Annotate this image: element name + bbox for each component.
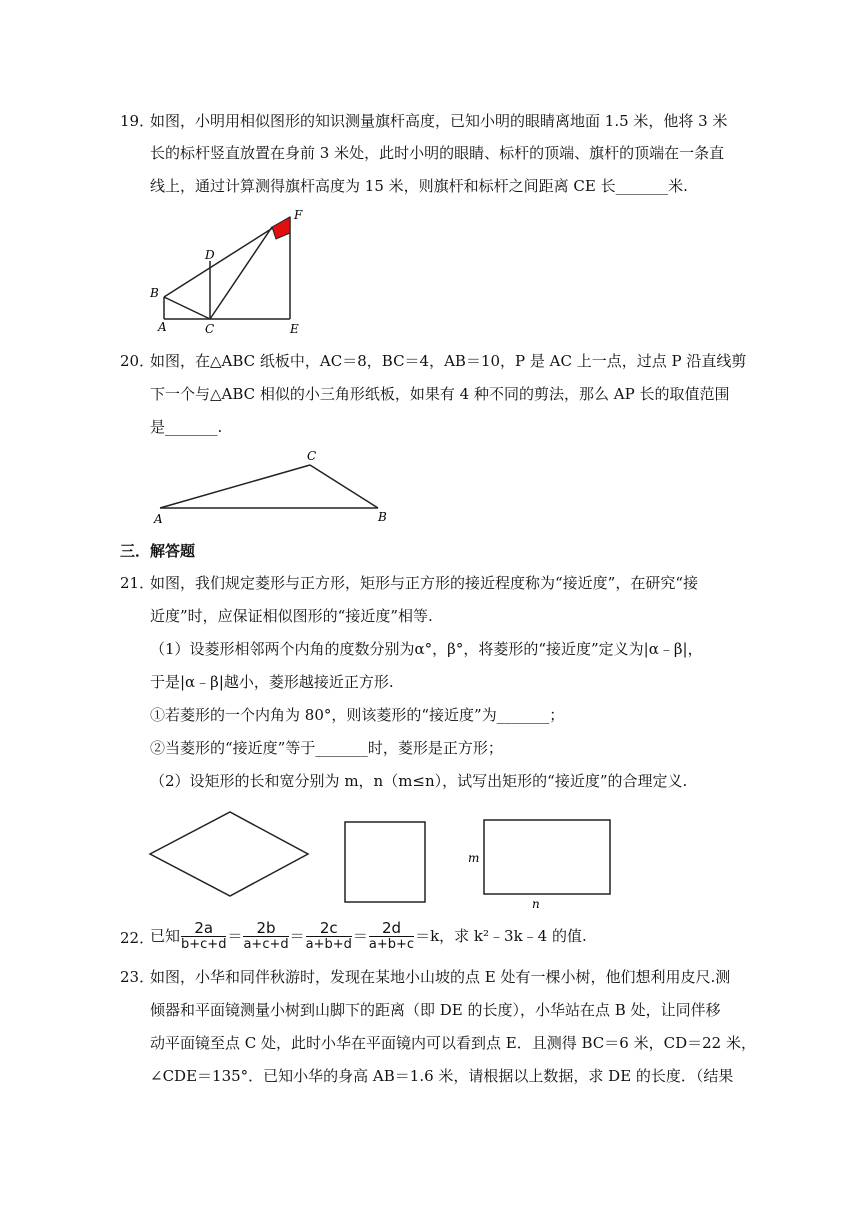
rectangle-shape [484, 820, 610, 894]
q19-line2: 长的标杆竖直放置在身前 3 米处，此时小明的眼睛、标杆的顶端、旗杆的顶端在一条直 [150, 144, 725, 162]
section-title: 三．解答题 [120, 542, 196, 560]
fraction-3: $\frac{2c}{a+b+d}$ [305, 918, 352, 952]
q21-figure [148, 810, 618, 910]
q20-line2: 下一个与△ABC 相似的小三角形纸板，如果有 4 种不同的剪法，那么 AP 长的取值范围 [150, 385, 730, 403]
label-B: B [150, 286, 159, 300]
label-D: D [205, 248, 215, 262]
label-C: C [205, 322, 215, 335]
q21-line4: 于是|α﹣β|越小，菱形越接近正方形. [150, 673, 394, 691]
equals-sign: ＝ [289, 927, 305, 945]
q21-line1: 如图，我们规定菱形与正方形，矩形与正方形的接近程度称为“接近度”，在研究“接 [150, 574, 699, 592]
q23-number: 23． [120, 968, 155, 986]
q23-line1: 如图，小华和同伴秋游时，发现在某地小山坡的点 E 处有一棵小树，他们想利用皮尺.测 [150, 968, 731, 986]
q22-prefix: 已知 [150, 927, 181, 945]
q23-line3: 动平面镜至点 C 处，此时小华在平面镜内可以看到点 E．且测得 BC＝6 米，CD＝22 米， [150, 1034, 756, 1052]
q20-line1: 如图，在△ABC 纸板中，AC＝8，BC＝4，AB＝10，P 是 AC 上一点，过点 P 沿直线剪 [150, 352, 747, 370]
rhombus-shape [150, 812, 308, 896]
fraction-1: $\frac{2a}{b+c+d}$ [181, 918, 227, 952]
q19-line3: 线上，通过计算测得旗杆高度为 15 米，则旗杆和标杆之间距离 CE 长_______米. [150, 177, 688, 195]
q22-number: 22． [120, 929, 155, 947]
q23-line4: ∠CDE＝135°．已知小华的身高 AB＝1.6 米，请根据以上数据，求 DE 的长度．（结果 [150, 1067, 734, 1085]
q22-line [150, 915, 587, 957]
q21-line2: 近度”时，应保证相似图形的“接近度”相等. [150, 607, 433, 625]
q19-figure [150, 205, 310, 335]
q21-line3: （1）设菱形相邻两个内角的度数分别为α°，β°，将菱形的“接近度”定义为|α﹣β|， [150, 640, 703, 658]
q21-number: 21． [120, 574, 155, 592]
q21-line6: ②当菱形的“接近度”等于_______时，菱形是正方形； [150, 739, 503, 757]
q21-line7: （2）设矩形的长和宽分别为 m，n（m≤n），试写出矩形的“接近度”的合理定义. [150, 772, 688, 790]
q19-line1: 如图，小明用相似图形的知识测量旗杆高度，已知小明的眼睛离地面 1.5 米，他将 3 米 [150, 112, 728, 130]
q20-line3: 是_______. [150, 418, 223, 436]
fraction-2: $\frac{2b}{a+c+d}$ [243, 918, 289, 952]
label-E: E [290, 322, 299, 335]
q22-suffix: ＝k，求 k²﹣3k﹣4 的值. [415, 927, 587, 945]
label-A: A [158, 320, 167, 334]
q21-line5: ①若菱形的一个内角为 80°，则该菱形的“接近度”为_______； [150, 706, 565, 724]
q23-line2: 倾器和平面镜测量小树到山脚下的距离（即 DE 的长度），小华站在点 B 处，让同伴移 [150, 1001, 721, 1019]
square-shape [345, 822, 425, 902]
label-m: m [468, 851, 480, 865]
fraction-4: $\frac{2d}{a+b+c}$ [368, 918, 415, 952]
label-B: B [378, 510, 387, 524]
equals-sign: ＝ [227, 927, 243, 945]
label-F: F [294, 208, 303, 222]
label-n: n [532, 897, 540, 910]
equals-sign: ＝ [352, 927, 368, 945]
q20-figure [150, 445, 400, 530]
label-A: A [154, 512, 163, 526]
q20-number: 20． [120, 352, 155, 370]
label-C: C [307, 449, 317, 463]
q19-number: 19． [120, 112, 155, 130]
